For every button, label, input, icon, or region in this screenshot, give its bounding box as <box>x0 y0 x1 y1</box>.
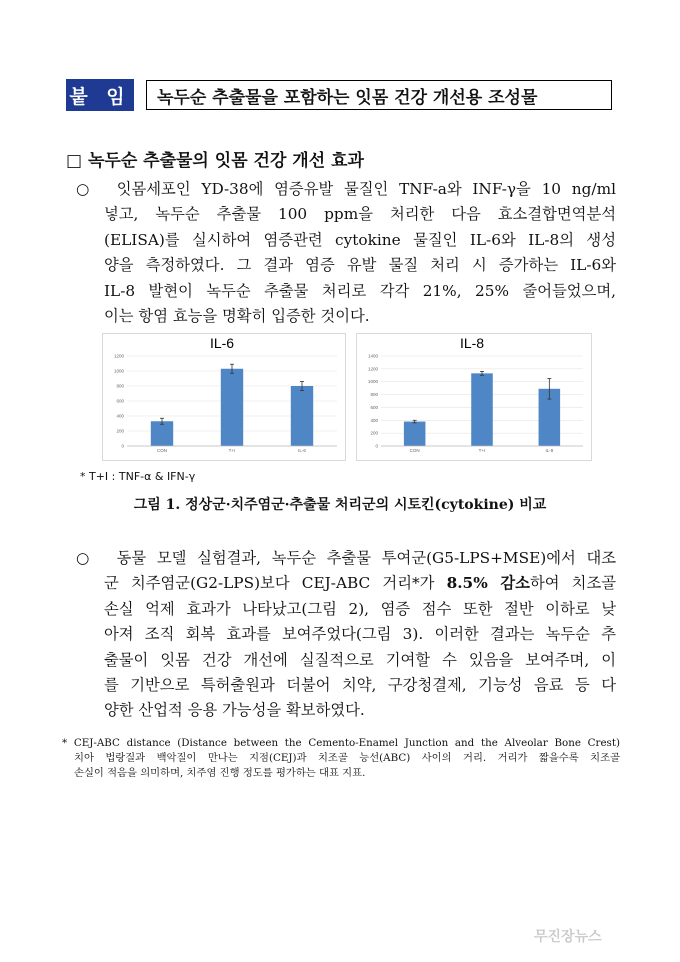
x-tick-label: IL-8 <box>545 448 554 453</box>
document-title <box>146 80 612 110</box>
checkbox-icon: □ <box>66 151 83 171</box>
paragraph-cytokine <box>76 177 616 329</box>
para1-line-2: (ELISA)를 실시하여 염증관련 cytokine 물질인 IL-6와 IL-8의 생성 <box>104 230 616 249</box>
attachment-badge: 붙 임 <box>66 79 134 111</box>
bar <box>291 386 313 446</box>
y-tick-label: 600 <box>370 404 378 410</box>
para1-line-1: 넣고, 녹두순 추출물 100 ppm을 처리한 다음 효소결합면역분석 <box>104 205 616 224</box>
bullet-icon: ○ <box>76 549 96 567</box>
y-tick-label: 600 <box>116 398 124 404</box>
footnote-line-1: 치아 법랑질과 백악질이 만나는 지점(CEJ)과 치조골 능선(ABC) 사이의 거리. 거리가 짧을수록 치조골 <box>74 752 620 764</box>
para1-line-4: IL-8 발현이 녹두순 추출물 처리로 각각 21%, 25% 줄어들었으며, <box>104 281 616 300</box>
y-tick-label: 1000 <box>367 379 378 385</box>
para2-line-4: 출물이 잇몸 건강 개선에 실질적으로 기여할 수 있음을 보여주며, 이 <box>104 650 616 669</box>
x-tick-label: CON <box>157 448 167 453</box>
bar <box>151 421 173 446</box>
footnote-line-2: 손실이 적음을 의미하며, 치주염 진행 정도를 평가하는 대표 지표. <box>74 767 366 779</box>
y-tick-label: 800 <box>370 392 378 398</box>
y-tick-label: 0 <box>375 443 378 449</box>
x-tick-label: T+I <box>478 448 486 453</box>
watermark-logo: 무진장뉴스 <box>534 929 602 945</box>
para2-line-0: ○ 동물 모델 실험결과, 녹두순 추출물 투여군(G5-LPS+MSE)에서 대조 <box>76 549 616 567</box>
cytokine-charts <box>102 333 590 461</box>
y-tick-label: 200 <box>370 430 378 436</box>
y-tick-label: 800 <box>116 383 124 389</box>
chart-title: IL-8 <box>459 335 485 351</box>
para1-line-3: 양을 측정하였다. 그 결과 염증 유발 물질 처리 시 증가하는 IL-6와 <box>104 256 616 275</box>
chart-note: * T+I : TNF-α & IFN-γ <box>80 470 196 483</box>
y-tick-label: 1400 <box>367 353 378 359</box>
y-tick-label: 1000 <box>113 368 124 374</box>
para2-line-1: 군 치주염군(G2-LPS)보다 CEJ-ABC 거리*가 8.5% 감소하여 치조골 <box>104 574 617 593</box>
para2-line-2: 손실 억제 효과가 나타났고(그림 2), 염증 점수 또한 절반 이하로 낮 <box>104 599 616 618</box>
bar <box>471 373 493 446</box>
y-tick-label: 200 <box>116 428 124 434</box>
il8-chart <box>356 333 592 461</box>
y-tick-label: 400 <box>370 417 378 423</box>
para2-line-6: 양한 산업적 응용 가능성을 확보하였다. <box>104 701 365 720</box>
para1-line-5: 이는 항염 효능을 명확히 입증한 것이다. <box>104 307 370 326</box>
y-tick-label: 1200 <box>367 366 378 372</box>
x-tick-label: CON <box>409 448 420 453</box>
x-tick-label: IL-6 <box>298 448 306 453</box>
footnote <box>62 736 620 781</box>
x-tick-label: T+I <box>228 448 236 453</box>
footnote-line-0: * CEJ-ABC distance (Distance between the Cemento-Enamel Junction and the Alveolar Bone Crest) <box>62 737 620 749</box>
figure-caption: 그림 1. 정상군·치주염군·추출물 처리군의 시토킨(cytokine) 비교 <box>133 497 547 513</box>
highlight-value: 8.5% 감소 <box>446 574 530 593</box>
para1-line-0: ○ 잇몸세포인 YD-38에 염증유발 물질인 TNF-a와 INF-γ을 10 ng/ml <box>76 180 616 198</box>
y-tick-label: 400 <box>116 413 124 419</box>
bullet-icon: ○ <box>76 180 96 198</box>
y-tick-label: 1200 <box>113 353 124 359</box>
document-title-text: 녹두순 추출물을 포함하는 잇몸 건강 개선용 조성물 <box>157 87 538 108</box>
para2-line-5: 를 기반으로 특허출원과 더불어 치약, 구강청결제, 기능성 음료 등 다 <box>104 676 616 695</box>
section-heading <box>66 146 364 171</box>
paragraph-animal-model <box>76 546 616 724</box>
chart-title: IL-6 <box>209 335 235 351</box>
bar <box>221 369 243 446</box>
para2-line-3: 아져 조직 회복 효과를 보여주었다(그림 3). 이러한 결과는 녹두순 추 <box>104 625 616 644</box>
bar <box>404 422 426 446</box>
section-title: 녹두순 추출물의 잇몸 건강 개선 효과 <box>87 151 364 171</box>
il6-chart <box>102 333 346 461</box>
y-tick-label: 0 <box>121 443 124 449</box>
